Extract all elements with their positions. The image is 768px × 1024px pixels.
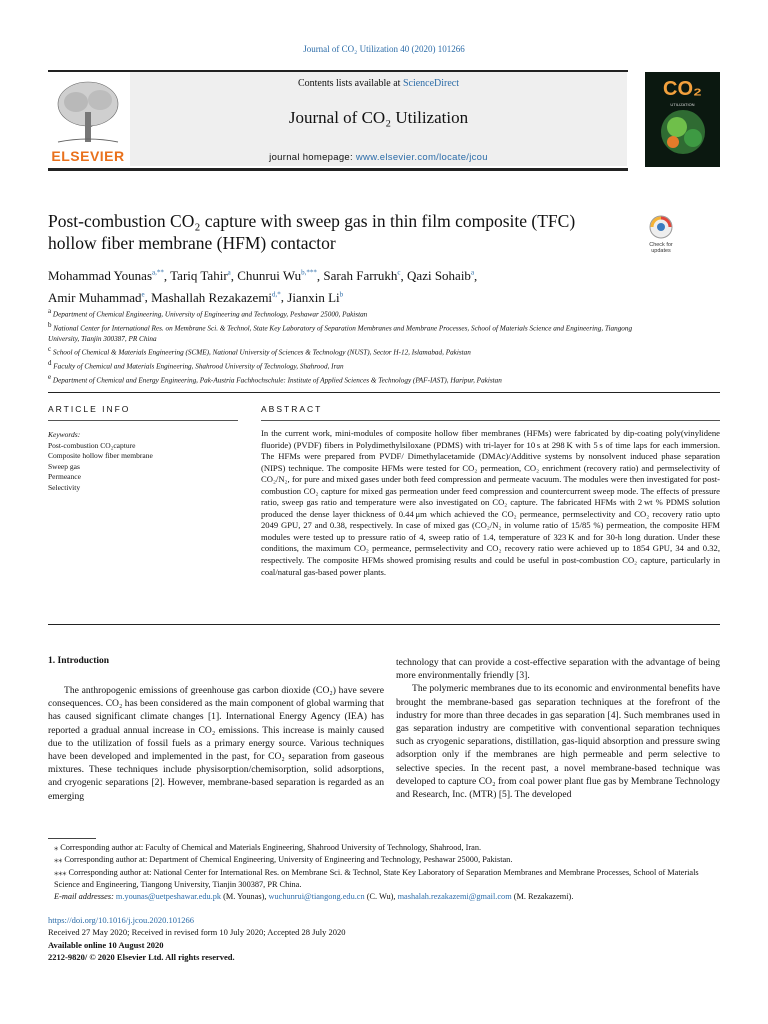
- keywords-label: Keywords:: [48, 430, 81, 439]
- footnote-rule: [48, 838, 96, 839]
- check-updates-icon: [648, 214, 674, 240]
- journal-homepage: journal homepage: www.elsevier.com/locate/jcou: [269, 152, 488, 163]
- author[interactable]: Tariq Tahir$^a$: [170, 268, 231, 284]
- header-rule-bottom: [48, 168, 628, 171]
- email-addresses: E-mail addresses: m.younas@uetpeshawar.edu.pk (M. Younas), wuchunrui@tiangong.edu.cn (C. Wu), mashalah.rezakazemi@gmail.com (M. Rezakazemi).: [54, 892, 574, 902]
- abstract-heading: ABSTRACT: [261, 404, 323, 414]
- journal-citation[interactable]: Journal of CO₂ Utilization 40 (2020) 101266: [303, 44, 465, 54]
- affiliation: $^a$ Department of Chemical Engineering, University of Engineering and Technology, Peshawar 25000, Pakistan: [48, 307, 368, 319]
- check-for-updates-badge[interactable]: [644, 214, 678, 254]
- footnote-2: ⁎⁎ Corresponding author at: Department of Chemical Engineering, University of Engineering and Technology, Peshawar 25000, Pakistan.: [54, 855, 513, 865]
- author[interactable]: Amir Muhammad$^e$: [48, 289, 145, 305]
- journal-name: Journal of CO₂ Utilization: [288, 108, 469, 127]
- keyword: Sweep gas: [48, 461, 80, 471]
- abstract-divider: [48, 624, 720, 625]
- copyright: 2212-9820/ © 2020 Elsevier Ltd. All rights reserved.: [48, 951, 235, 962]
- cover-subtitle: UTILIZATION: [670, 102, 695, 107]
- affiliations: [48, 306, 638, 386]
- introduction-heading: 1. Introduction: [48, 656, 110, 666]
- article-info-rule: [48, 420, 238, 421]
- author[interactable]: Mashallah Rezakazemi$^{d,*}$: [151, 289, 281, 305]
- keyword: Post-combustion CO₂capture: [48, 440, 136, 450]
- author-list: Mohammad Younas$^{a,**}$, Tariq Tahir$^a$, Chunrui $Wu^{b,***}$, Sarah Farrukh$^c$, Qazi Sohaib$^a$, Amir Muhammad$^e$, Mashallah Rezakazemi$^{d,*}$, Jianxin Li$^b$: [48, 268, 478, 305]
- email-link[interactable]: m.younas@uetpeshawar.edu.pk: [115, 892, 222, 902]
- author[interactable]: Qazi Sohaib$^a$: [407, 268, 475, 284]
- affiliation: $^c$ School of Chemical & Materials Engineering (SCME), National University of Sciences & Technology (NUST), Sector H-12, Islamabad, Pakistan: [48, 345, 471, 357]
- email-link[interactable]: mashalah.rezakazemi@gmail.com: [397, 892, 512, 902]
- article-info-heading: ARTICLE INFO: [48, 404, 131, 414]
- intro-paragraph-1: The anthropogenic emissions of greenhouse gas carbon dioxide (CO₂) have severe consequences. CO₂ has been considered as the main component of global warming that has caused significant climate changes [1]. International Energy Agency (IEA) has reported a gradual annual increase in CO₂ emissions. This increase is mainly caused due to the utilization of fossil fuels as a primary energy source. Various techniques have been developed and implemented in the past, for CO₂ separation from gaseous mixtures. These techniques include physisorption/chemisorption, solid adsorptions, and cryogenic separations [2]. However, membrane-based separation is regarded as an emerging: [48, 685, 384, 802]
- intro-column-2: [396, 656, 720, 801]
- intro-paragraph-continued: technology that can provide a cost-effective separation with the advantage of being more environmentally friendly [3].: [396, 657, 720, 682]
- abstract-text: In the current work, mini-modules of composite hollow fiber membranes (HFMs) were fabricated by dip-coating poly(vinylidene fluoride) (PVDF) fibers in Polydimethylsiloxane (PDMS) with tri-layer for 10 s at 298 K with 5 s of time laps for each immersion. The HFMs were prepared from PVDF/ Dimethylacetamide (DMAc)/Additive systems by nonsolvent induced phase separation (NIPS) technique. The composite HFMs were tested for CO₂ permeation, CO₂ enrichment (recovery ratio) and permselectivity of CO₂/N₂, for pure and mixed gases under both feed compression and permeate vacuum. The modules were then investigated for post-combustion CO₂ capture for mixed gas permeation under feed compression and countercurrent sweep mode. The effects of pressure ratio, sweep gas ratio and temperature were also investigated on CO₂ capture. The fabricated HFMs with 2 wt % PDMS solution produced the dense layer thickness of 0.44 μm which achieved the CO₂ permeance, permselectivity and CO₂ recovery ratio upto 2049 GPU, 27 and 0.38, respectively. In case of mixed gas (CO₂/N₂ in volume ratio of 15/85 %) permeation, the composite HFM modules were tested up to pressure ratio of 4, sweep ratio of 1.4, temperature of 323 K and for 30-h long duration. Under these conditions, the maximum CO₂ permeance, permselectivity and CO₂ recovery ratio were achieved up to 1854 GPU, 34 and 0.32, respectively. The composite HFMs showed promising results and could be useful in post-combustion CO₂ capture, particularly in coal/natural gas-based power plants.: [261, 428, 720, 577]
- keywords-block: [48, 430, 238, 493]
- footnote-3: ⁎⁎⁎ Corresponding author at: National Center for International Res. on Membrane Sci. & Technol, State Key Laboratory of Separation Membranes and Membrane Processes, School of Materials Science and Engineering, Tiangong University, Tianjin 300387, PR China.: [54, 867, 699, 889]
- contents-line: Contents lists available at ScienceDirect: [297, 78, 460, 89]
- homepage-link[interactable]: www.elsevier.com/locate/jcou: [355, 152, 488, 163]
- journal-cover: [645, 72, 720, 167]
- received-dates: Received 27 May 2020; Received in revised form 10 July 2020; Accepted 28 July 2020: [48, 927, 346, 938]
- keyword: Permeance: [48, 472, 81, 481]
- author[interactable]: Jianxin Li$^b$: [287, 289, 344, 305]
- sciencedirect-link[interactable]: ScienceDirect: [402, 78, 460, 89]
- footnotes: [48, 842, 720, 903]
- doi-link[interactable]: https://doi.org/10.1016/j.jcou.2020.101266: [48, 915, 194, 925]
- cover-title: CO₂: [663, 78, 702, 100]
- article-title: Post-combustion CO₂ capture with sweep gas in thin film composite (TFC) hollow fiber membrane (HFM) contactor: [48, 211, 576, 253]
- keyword: Composite hollow fiber membrane: [48, 451, 153, 460]
- affiliation: $^b$ National Center for International Res. on Membrane Sci. & Technol, State Key Laboratory of Separation Membranes and Membrane Processes, School of Materials Science and Engineering, Tiangong University, Tianjin 300387, PR China: [48, 320, 633, 343]
- publication-info: [48, 914, 720, 963]
- publisher-logo-text: ELSEVIER: [51, 148, 125, 164]
- author[interactable]: Sarah Farrukh$^c$: [323, 268, 401, 284]
- affiliation: $^d$ Faculty of Chemical and Materials Engineering, Shahrood University of Technology, Shahrood, Iran: [48, 359, 344, 371]
- intro-paragraph-2: The polymeric membranes due to its economic and environmental benefits have brought the membrane-based gas separation techniques at the forefront of the industry for more than three decades in gas separation [4]. Such membranes used in gas separation industry are competitive with conventional separation techniques such as cryogenic separations, distillation, gas-liquid absorption and pressure swing adsorption only if the membranes are high permeable and perm selective to selective species. In the recent past, a novel membrane-based technique was developed to capture CO₂ from coal power plant flue gas by Membrane Technology and Research, Inc. (MTR) [5]. The developed: [396, 683, 720, 801]
- abstract-rule: [261, 420, 720, 421]
- available-online: Available online 10 August 2020: [48, 939, 164, 950]
- author[interactable]: Mohammad Younas$^{a,**}$: [48, 268, 164, 284]
- section-divider: [48, 392, 720, 393]
- keyword: Selectivity: [48, 482, 81, 492]
- author[interactable]: Chunrui $Wu^{b,***}$: [237, 268, 317, 284]
- check-updates-label: Check for updates: [649, 242, 673, 254]
- footnote-1: ⁎ Corresponding author at: Faculty of Chemical and Materials Engineering, Shahrood University of Technology, Shahrood, Iran.: [54, 843, 482, 852]
- affiliation: $^e$ Department of Chemical and Energy Engineering, Pak-Austria Fachhochschule: Institute of Applied Sciences & Technology (PAF-IAST), Haripur, Pakistan: [48, 373, 502, 385]
- email-link[interactable]: wuchunrui@tiangong.edu.cn: [268, 892, 365, 902]
